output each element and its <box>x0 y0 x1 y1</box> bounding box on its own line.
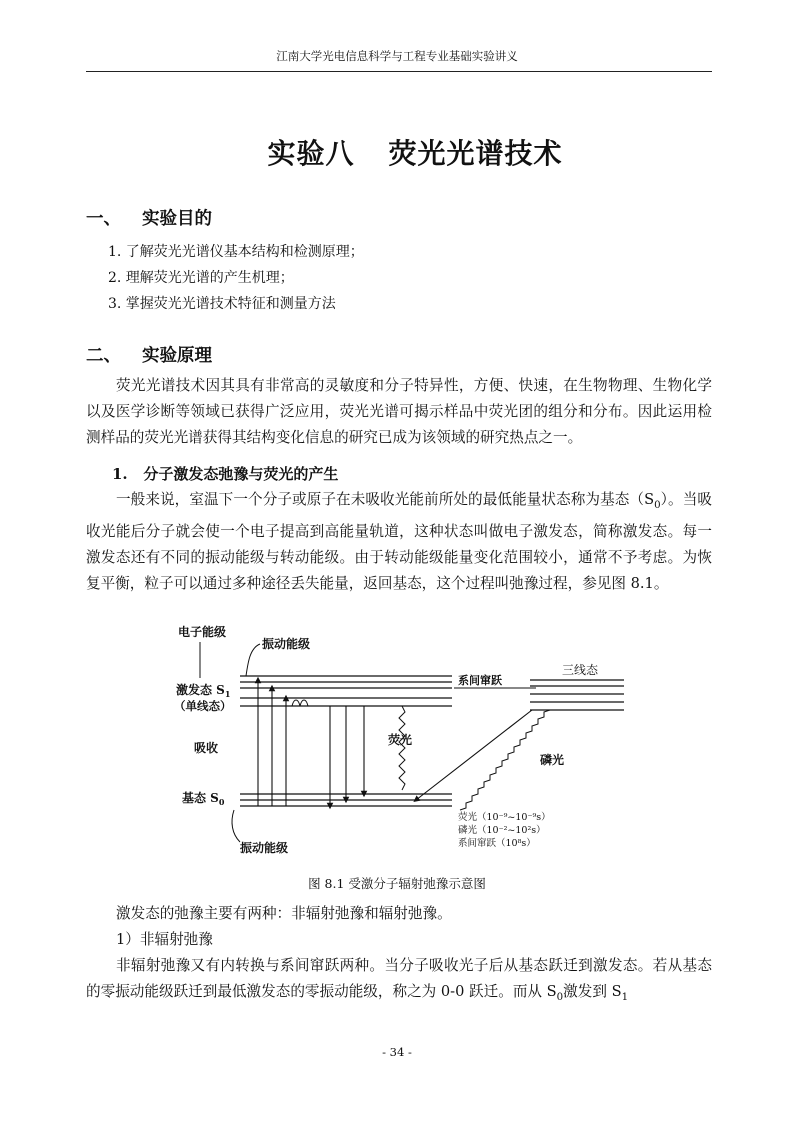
nonradiative-text-b: 激发到 S <box>563 983 622 1000</box>
page-title <box>0 132 794 172</box>
phosphorescence-squiggle <box>460 710 550 810</box>
label-electron-level: 电子能级 <box>178 625 227 639</box>
legend-intersystem: 系间窜跃（10⁸s） <box>458 838 536 849</box>
label-triplet: 三线态 <box>562 663 599 677</box>
vibration-bottom-pointer <box>232 810 240 842</box>
relaxation-text-a: 一般来说，室温下一个分子或原子在未吸收光能前所处的最低能量状态称为基态（S <box>116 491 655 508</box>
principle-intro-paragraph: 荧光光谱技术因其具有非常高的灵敏度和分子特异性，方便、快速，在生物物理、生物化学以及医学诊断等领域已获得广泛应用，荧光光谱可揭示样品中荧光团的组分和分布。因此运用检测样品的荧光光谱获得其结构变化信息的研究已成为该领域的研究热点之一。 <box>86 377 712 446</box>
phosphorescence-arrow <box>416 710 532 800</box>
section1-number: 一、 <box>86 209 121 229</box>
subsection1-heading <box>112 463 338 484</box>
section1-heading <box>86 205 212 230</box>
page-number: - 34 - <box>382 1045 412 1059</box>
header-rule <box>86 71 712 72</box>
nonradiative-text-a: 非辐射弛豫又有内转换与系间窜跃两种。当分子吸收光子后从基态跃迁到激发态。若从基态的零振动能级跃迁到最低激发态的零振动能级，称之为 0-0 跃迁。而从 S <box>86 957 712 1000</box>
relaxation-text-b: ）。当吸收光能后分子就会使一个电子提高到高能量轨道，这种状态叫做电子激发态，简称激发态。每一激发态还有不同的振动能级与转动能级。由于转动能级能量变化范围较小，通常不予考虑。为恢复平衡，粒子可以通过多种途径丢失能量，返回基态，这个过程叫弛豫过程，参见图 8.1。 <box>86 491 712 592</box>
t1-levels <box>530 680 624 710</box>
relax-intro: 激发态的弛豫主要有两种：非辐射弛豫和辐射弛豫。 <box>116 905 452 922</box>
internal-conversion-squiggle <box>292 700 308 706</box>
page-header: 江南大学光电信息科学与工程专业基础实验讲义 <box>276 49 518 63</box>
nonradiative-squiggle <box>399 706 405 790</box>
section2-number: 二、 <box>86 346 121 366</box>
objective-item-2: 2. 理解荧光光谱的产生机理； <box>108 270 294 286</box>
subsection1-number: 1. <box>112 465 128 483</box>
section2-title: 实验原理 <box>142 346 212 366</box>
label-excited-state: 激发态 $S_1$ <box>176 683 231 699</box>
label-intersystem: 系间窜跃 <box>458 674 502 687</box>
objective-item-3: 3. 掌握荧光光谱技术特征和测量方法 <box>108 296 336 312</box>
jablonski-diagram <box>170 622 630 870</box>
subsection1-title: 分子激发态弛豫与荧光的产生 <box>143 465 339 483</box>
absorption-arrows <box>258 680 286 806</box>
nonradiative-sub-b: 1 <box>621 991 629 1003</box>
figure-caption: 图 8.1 受激分子辐射弛豫示意图 <box>308 876 486 891</box>
nonradiative-heading: 1）非辐射弛豫 <box>116 931 213 948</box>
label-ground-state: 基态 $S_0$ <box>182 791 225 807</box>
label-vibration-level-top: 振动能级 <box>262 637 311 651</box>
label-vibration-level-bottom: 振动能级 <box>240 841 289 855</box>
vibration-top-pointer <box>246 644 260 676</box>
legend-phosphorescence: 磷光（10⁻²~10²s） <box>458 825 546 836</box>
label-absorption: 吸收 <box>194 741 219 755</box>
fluorescence-arrows <box>330 706 364 806</box>
relaxation-sub: 0 <box>654 499 661 511</box>
label-phosphorescence: 磷光 <box>540 753 565 767</box>
legend-fluorescence: 荧光（10⁻⁹~10⁻⁹s） <box>458 812 551 823</box>
title-part-2: 荧光光谱技术 <box>388 137 563 170</box>
section2-heading <box>86 342 212 367</box>
section1-title: 实验目的 <box>142 209 212 229</box>
label-fluorescence: 荧光 <box>388 733 413 747</box>
objective-item-1: 1. 了解荧光光谱仪基本结构和检测原理； <box>108 244 364 260</box>
label-singlet: （单线态） <box>174 699 232 713</box>
nonradiative-paragraph <box>86 953 712 1011</box>
nonradiative-sub-a: 0 <box>556 991 564 1003</box>
relaxation-paragraph <box>86 487 712 597</box>
title-part-1: 实验八 <box>267 137 355 170</box>
